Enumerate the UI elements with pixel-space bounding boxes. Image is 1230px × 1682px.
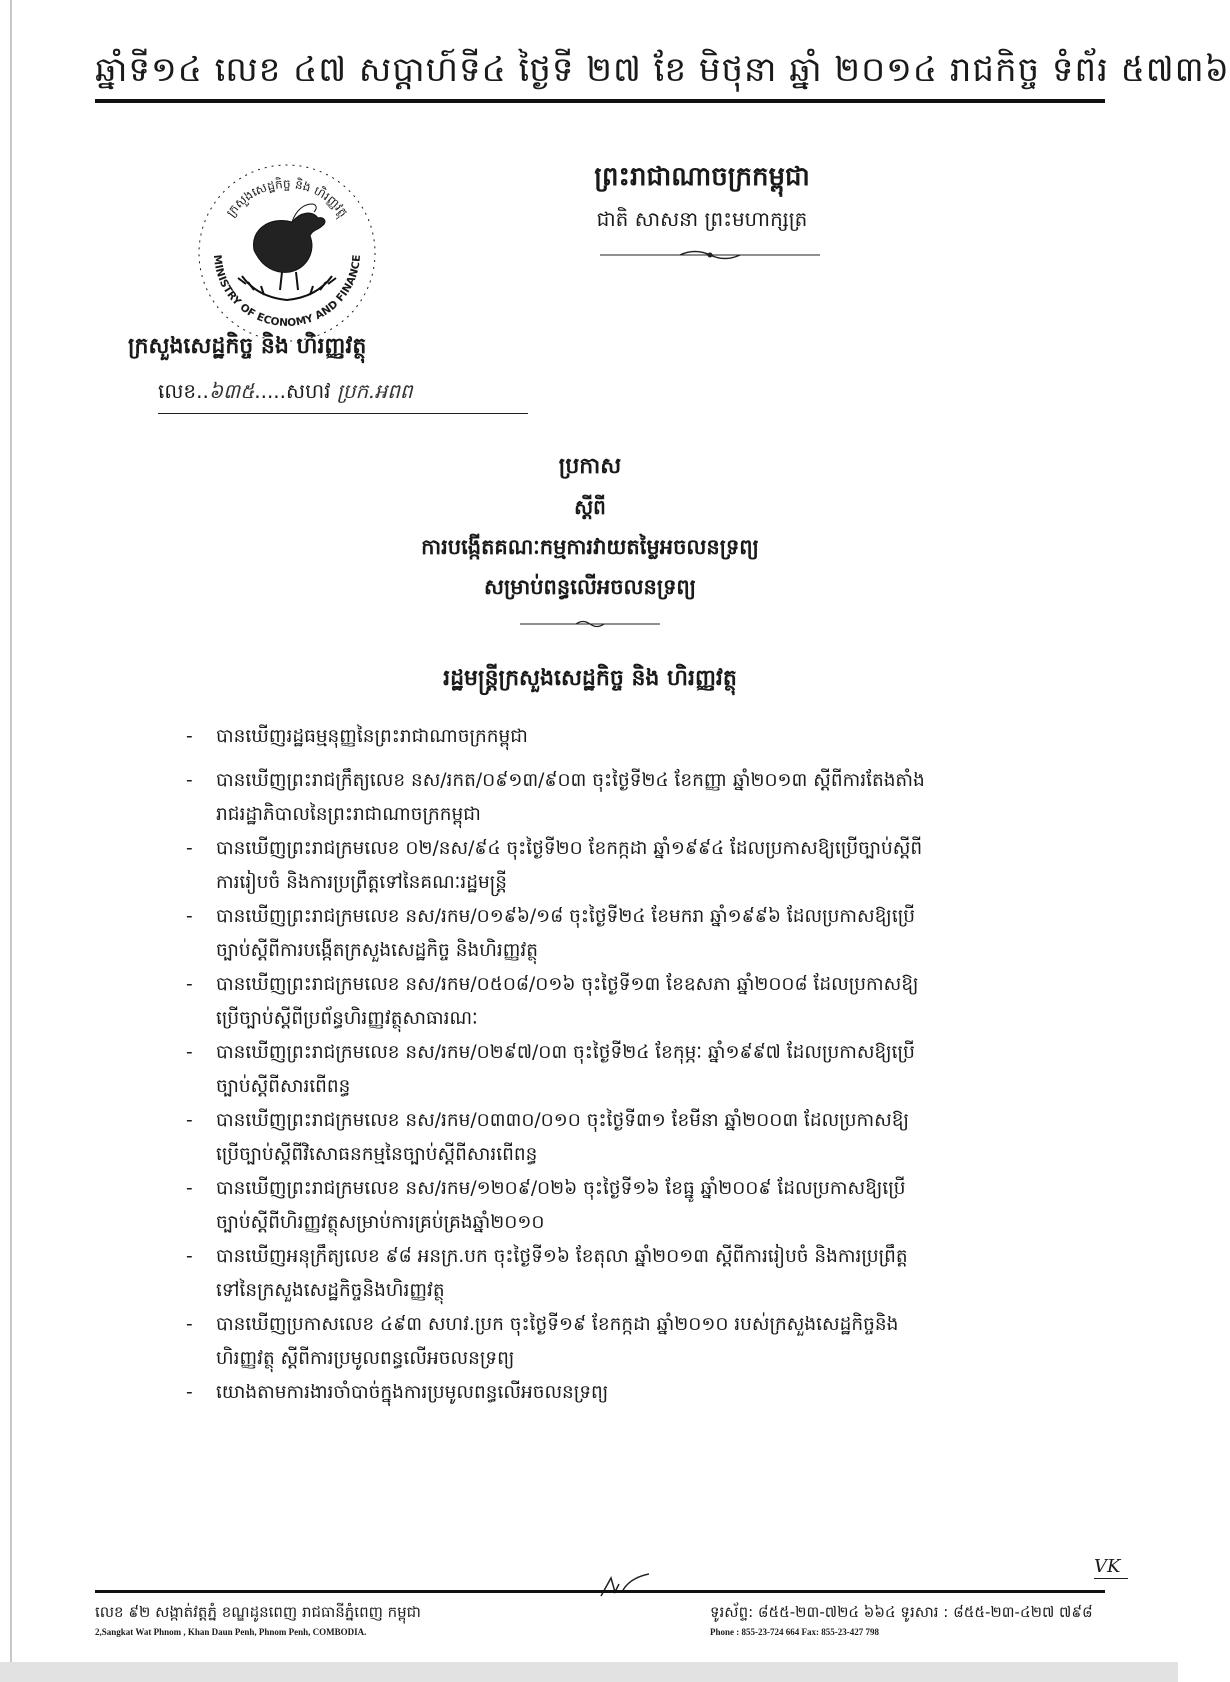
ref-label: លេខ	[158, 379, 197, 403]
footer-address-khmer: លេខ ៩២ សង្កាត់វត្តភ្នំ ខណ្ឌដូនពេញ រាជធានីភ្នំពេញ កម្ពុជា	[95, 1603, 421, 1621]
ministry-seal	[192, 158, 382, 348]
document-subject-line1: ការបង្កើតគណៈកម្មការវាយតម្លៃអចលនទ្រព្យ	[421, 535, 759, 559]
clause-line: បានឃើញព្រះរាជក្រមលេខ នស/រកម/០៥០៨/០១៦ ចុះថ្ងៃទី១៣ ខែឧសភា ឆ្នាំ២០០៨ ដែលប្រកាសឱ្យ	[216, 974, 919, 995]
footer-signature-mark-icon	[595, 1570, 655, 1604]
initials-underline	[1094, 1578, 1128, 1579]
clause-item	[186, 968, 1106, 1036]
clause-line: ច្បាប់ស្តីពីហិរញ្ញវត្ថុសម្រាប់ការគ្រប់គ្រងឆ្នាំ២០១០	[216, 1212, 545, 1233]
scan-edge-shadow	[10, 0, 12, 1682]
clause-dash: -	[186, 1382, 193, 1403]
clause-dash: -	[186, 1110, 193, 1131]
clause-item	[186, 764, 1106, 832]
clause-item	[186, 1376, 1106, 1420]
signatory-heading: រដ្ឋមន្ត្រីក្រសួងសេដ្ឋកិច្ច និង ហិរញ្ញវត្ថុ	[443, 666, 737, 691]
clause-item	[186, 720, 1106, 764]
footer-address-english: 2,Sangkat Wat Phnom , Khan Daun Penh, Phnom Penh, COMBODIA.	[95, 1627, 367, 1637]
clause-line: យោងតាមការងារចាំបាច់ក្នុងការប្រមូលពន្ធលើអចលនទ្រព្យ	[216, 1382, 609, 1403]
clause-line: បានឃើញព្រះរាជក្រមលេខ នស/រកម/០២៩៧/០៣ ចុះថ្ងៃទី២៤ ខែកុម្ភៈ ឆ្នាំ១៩៩៧ ដែលប្រកាសឱ្យប្រើ	[216, 1042, 915, 1063]
reference-number: លេខ..៦៣៥.....សហវ ប្រក.អពព	[158, 379, 413, 403]
clause-line: ប្រើច្បាប់ស្តីពីប្រព័ន្ធហិរញ្ញវត្ថុសាធារណៈ	[216, 1008, 478, 1029]
national-motto: ជាតិ សាសនា ព្រះមហាក្សត្រ	[596, 207, 808, 231]
clause-line: បានឃើញអនុក្រឹត្យលេខ ៩៨ អនក្រ.បក ចុះថ្ងៃទី១៦ ខែតុលា ឆ្នាំ២០១៣ ស្តីពីការរៀបចំ និងការប្រព្រឹត្ត	[216, 1246, 908, 1267]
rooster-emblem-icon	[238, 204, 336, 300]
clause-dash: -	[186, 770, 193, 791]
clause-dash: -	[186, 906, 193, 927]
clause-line: បានឃើញរដ្ឋធម្មនុញ្ញនៃព្រះរាជាណាចក្រកម្ពុជា	[216, 726, 528, 747]
gazette-running-header: ឆ្នាំទី១៤ លេខ ៤៧ សប្តាហ៍ទី៤ ថ្ងៃទី ២៧ ខែ មិថុនា ឆ្នាំ ២០១៤ រាជកិច្ច ទំព័រ ៥៧៣៦	[95, 50, 1230, 90]
ministry-name: ក្រសួងសេដ្ឋកិច្ច និង ហិរញ្ញវត្ថុ	[128, 334, 367, 359]
preamble-clauses	[186, 720, 1106, 1420]
document-on: ស្តីពី	[574, 495, 606, 519]
ref-suffix-handwritten: ប្រក.អពព	[336, 379, 413, 403]
clause-line: ច្បាប់ស្តីពីសារពើពន្ធ	[216, 1076, 351, 1097]
clause-line: បានឃើញព្រះរាជក្រមលេខ នស/រកម/០១៩៦/១៨ ចុះថ្ងៃទី២៤ ខែមករា ឆ្នាំ១៩៩៦ ដែលប្រកាសឱ្យប្រើ	[216, 906, 915, 927]
footer-phone-khmer: ទូរស័ព្ទ: ៨៥៥-២៣-៧២៤ ៦៦៤ ទូរសារ : ៨៥៥-២៣-៤២៧ ៧៩៨	[710, 1603, 1093, 1621]
clause-dash: -	[186, 1314, 193, 1335]
clause-line: បានឃើញប្រកាសលេខ ៤៩៣ សហវ.ប្រក ចុះថ្ងៃទី១៩ ខែកក្កដា ឆ្នាំ២០១០ របស់ក្រសួងសេដ្ឋកិច្ចនិង	[216, 1314, 899, 1335]
clause-item	[186, 832, 1106, 900]
clause-item	[186, 900, 1106, 968]
clause-item	[186, 1308, 1106, 1376]
clause-line: បានឃើញព្រះរាជក្រមលេខ នស/រកម/១២០៩/០២៦ ចុះថ្ងៃទី១៦ ខែធ្នូ ឆ្នាំ២០០៩ ដែលប្រកាសឱ្យប្រើ	[216, 1178, 906, 1199]
footer-divider	[95, 1590, 1105, 1593]
seal-ring-text-khmer: ក្រសួងសេដ្ឋកិច្ច និង ហិរញ្ញវត្ថុ	[223, 176, 351, 220]
clause-line: ទៅនៃក្រសួងសេដ្ឋកិច្ចនិងហិរញ្ញវត្ថុ	[216, 1280, 445, 1301]
clause-line: បានឃើញព្រះរាជក្រមលេខ ០២/នស/៩៤ ចុះថ្ងៃទី២០ ខែកក្កដា ឆ្នាំ១៩៩៤ ដែលប្រកាសឱ្យប្រើច្បាប់ស្តីពី	[216, 838, 923, 859]
clause-dash: -	[186, 1246, 193, 1267]
scan-bottom-edge	[0, 1662, 1178, 1682]
ref-number-handwritten: ៦៣៥	[208, 379, 255, 403]
page-initials: VK	[1094, 1556, 1121, 1577]
clause-dash: -	[186, 1042, 193, 1063]
kingdom-heading: ព្រះរាជាណាចក្រកម្ពុជា	[594, 162, 810, 192]
clause-item	[186, 1104, 1106, 1172]
clause-line: ហិរញ្ញវត្ថុ ស្តីពីការប្រមូលពន្ធលើអចលនទ្រព្យ	[216, 1348, 515, 1369]
header-divider	[95, 99, 1105, 103]
clause-item	[186, 1240, 1106, 1308]
ornament-divider-small-icon	[510, 618, 670, 630]
seal-ring-text: MINISTRY OF ECONOMY AND FINANCE	[210, 254, 364, 330]
clause-item	[186, 1036, 1106, 1104]
clause-line: ច្បាប់ស្តីពីការបង្កើតក្រសួងសេដ្ឋកិច្ច និងហិរញ្ញវត្ថុ	[216, 940, 538, 961]
document-subject-line2: សម្រាប់ពន្ធលើអចលនទ្រព្យ	[483, 575, 697, 599]
clause-item	[186, 1172, 1106, 1240]
clause-line: បានឃើញព្រះរាជក្រមលេខ នស/រកម/០៣៣០/០១០ ចុះថ្ងៃទី៣១ ខែមីនា ឆ្នាំ២០០៣ ដែលប្រកាសឱ្យ	[216, 1110, 909, 1131]
clause-dash: -	[186, 726, 193, 747]
footer-phone-english: Phone : 855-23-724 664 Fax: 855-23-427 798	[710, 1627, 879, 1637]
clause-dash: -	[186, 838, 193, 859]
document-type: ប្រកាស	[558, 454, 622, 479]
ornament-divider-icon	[570, 248, 850, 262]
clause-line: ការរៀបចំ និងការប្រព្រឹត្តទៅនៃគណៈរដ្ឋមន្ត្រី	[216, 872, 508, 893]
clause-line: ប្រើច្បាប់ស្តីពីវិសោធនកម្មនៃច្បាប់ស្តីពីសារពើពន្ធ	[216, 1144, 538, 1165]
ref-mid: សហវ	[286, 379, 331, 403]
clause-line: រាជរដ្ឋាភិបាលនៃព្រះរាជាណាចក្រកម្ពុជា	[216, 804, 481, 825]
clause-dash: -	[186, 974, 193, 995]
reference-underline	[158, 413, 528, 414]
clause-dash: -	[186, 1178, 193, 1199]
clause-line: បានឃើញព្រះរាជក្រឹត្យលេខ នស/រកត/០៩១៣/៩០៣ ចុះថ្ងៃទី២៤ ខែកញ្ញា ឆ្នាំ២០១៣ ស្តីពីការតែងតាំង	[216, 770, 925, 791]
